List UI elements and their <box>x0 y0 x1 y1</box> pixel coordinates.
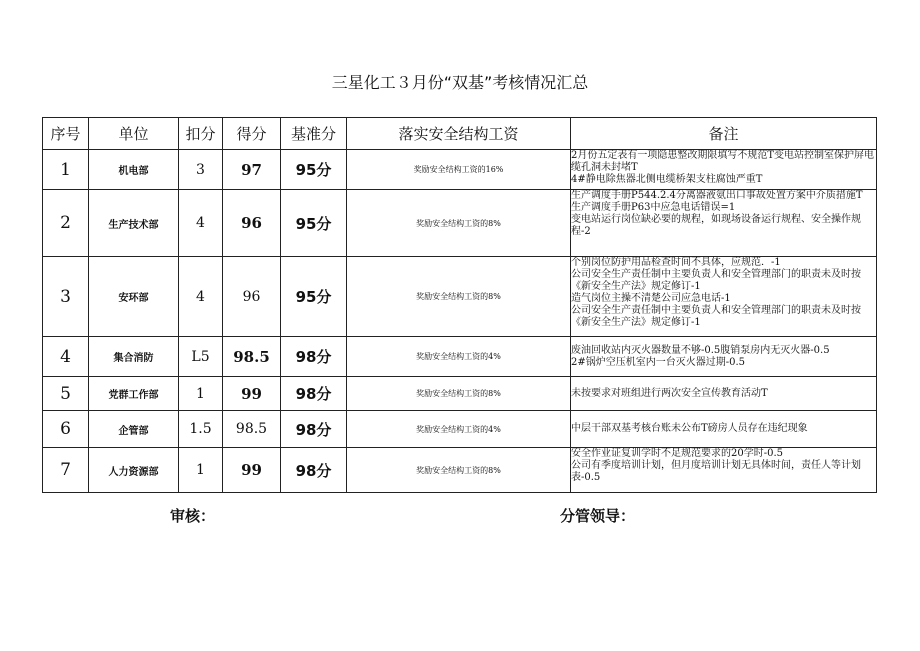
cell-deduct: 1 <box>179 377 223 411</box>
cell-notes <box>571 411 877 448</box>
cell-notes <box>571 377 877 411</box>
cell-unit: 党群工作部 <box>89 377 179 411</box>
cell-serial: 7 <box>43 448 89 493</box>
cell-deduct: 3 <box>179 150 223 190</box>
table-header-row <box>43 118 877 150</box>
header-serial: 序号 <box>43 118 89 150</box>
table-row <box>43 257 877 337</box>
cell-wage: 奖励安全结构工资的8% <box>347 257 571 337</box>
cell-unit: 集合消防 <box>89 337 179 377</box>
table-row <box>43 337 877 377</box>
cell-unit: 机电部 <box>89 150 179 190</box>
cell-deduct: 1.5 <box>179 411 223 448</box>
note-line: 公司安全生产责任制中主要负责人和安全管理部门的职责未及时按《新安全生产法》规定修订-1 <box>571 269 861 292</box>
cell-score: 99 <box>223 448 281 493</box>
review-label: 审核： <box>170 507 216 525</box>
cell-wage: 奖励安全结构工资的8% <box>347 190 571 257</box>
header-base: 基准分 <box>281 118 347 150</box>
summary-table <box>42 117 877 493</box>
cell-base: 95分 <box>281 190 347 257</box>
page-title: 三星化工３月份“双基”考核情况汇总 <box>331 73 589 92</box>
table-row <box>43 448 877 493</box>
note-line: 生产调度手册P544.2.4分离器液氨出口事故处置方案中介质措施T <box>571 190 863 201</box>
cell-serial: 5 <box>43 377 89 411</box>
cell-serial: 3 <box>43 257 89 337</box>
cell-score: 99 <box>223 377 281 411</box>
cell-notes <box>571 337 877 377</box>
cell-serial: 1 <box>43 150 89 190</box>
note-line: 造气岗位主操不清楚公司应急电话-1 <box>571 293 731 304</box>
cell-score: 97 <box>223 150 281 190</box>
cell-deduct: 4 <box>179 257 223 337</box>
cell-score: 98.5 <box>223 411 281 448</box>
cell-score: 96 <box>223 257 281 337</box>
cell-unit: 企管部 <box>89 411 179 448</box>
cell-notes <box>571 448 877 493</box>
cell-deduct: L5 <box>179 337 223 377</box>
cell-wage: 奖励安全结构工资的4% <box>347 337 571 377</box>
cell-unit: 安环部 <box>89 257 179 337</box>
cell-deduct: 4 <box>179 190 223 257</box>
table-row <box>43 411 877 448</box>
header-unit: 单位 <box>89 118 179 150</box>
note-line: 废油回收站内灭火器数量不够-0.5腹销泵房内无灭火器-0.5 <box>571 344 830 356</box>
note-line: 公司安全生产责任制中主要负责人和安全管理部门的职责未及时按《新安全生产法》规定修订-1 <box>571 305 861 328</box>
header-wage: 落实安全结构工资 <box>347 118 571 150</box>
cell-notes <box>571 190 877 257</box>
note-line: 2#锅炉空压机室内一台灭火器过期-0.5 <box>571 356 746 368</box>
note-line: 2月份五定表有一项隐患整改期限填写不规范T变电站控制室保护屏电缆孔洞未封堵T <box>571 150 875 173</box>
cell-base: 98分 <box>281 337 347 377</box>
cell-base: 95分 <box>281 257 347 337</box>
note-line: 生产调度手册P63中应急电话错误=1 <box>571 202 736 213</box>
cell-notes <box>571 257 877 337</box>
cell-base: 98分 <box>281 411 347 448</box>
cell-base: 98分 <box>281 377 347 411</box>
note-line: 变电站运行岗位缺必要的规程，如现场设备运行规程、安全操作规程-2 <box>571 214 861 237</box>
header-notes: 备注 <box>571 118 877 150</box>
cell-serial: 6 <box>43 411 89 448</box>
cell-notes <box>571 150 877 190</box>
cell-base: 98分 <box>281 448 347 493</box>
table-row <box>43 150 877 190</box>
note-line: 中层干部双基考核台账未公布T磅房人员存在违纪现象 <box>571 423 808 434</box>
note-line: 个别岗位防护用品检查时间不具体，应规范．-1 <box>571 257 781 268</box>
cell-score: 96 <box>223 190 281 257</box>
cell-wage: 奖励安全结构工资的8% <box>347 448 571 493</box>
note-line: 公司有季度培训计划，但月度培训计划无具体时间，责任人等计划表-0.5 <box>571 460 861 483</box>
note-line: 安全作业证复训学时不足规范要求的20学时-0.5 <box>571 448 784 459</box>
table-row <box>43 377 877 411</box>
note-line: 4#静电除焦器北侧电缆桥架支柱腐蚀严重T <box>571 174 763 185</box>
cell-unit: 人力资源部 <box>89 448 179 493</box>
cell-wage: 奖励安全结构工资的4% <box>347 411 571 448</box>
cell-unit: 生产技术部 <box>89 190 179 257</box>
leader-label: 分管领导： <box>560 507 636 525</box>
cell-serial: 2 <box>43 190 89 257</box>
table-row <box>43 190 877 257</box>
cell-wage: 奖励安全结构工资的8% <box>347 377 571 411</box>
header-score: 得分 <box>223 118 281 150</box>
cell-base: 95分 <box>281 150 347 190</box>
note-line: 未按要求对班组进行两次安全宣传教育活动T <box>571 387 768 399</box>
cell-score: 98.5 <box>223 337 281 377</box>
cell-wage: 奖励安全结构工资的16% <box>347 150 571 190</box>
cell-serial: 4 <box>43 337 89 377</box>
cell-deduct: 1 <box>179 448 223 493</box>
header-deduct: 扣分 <box>179 118 223 150</box>
